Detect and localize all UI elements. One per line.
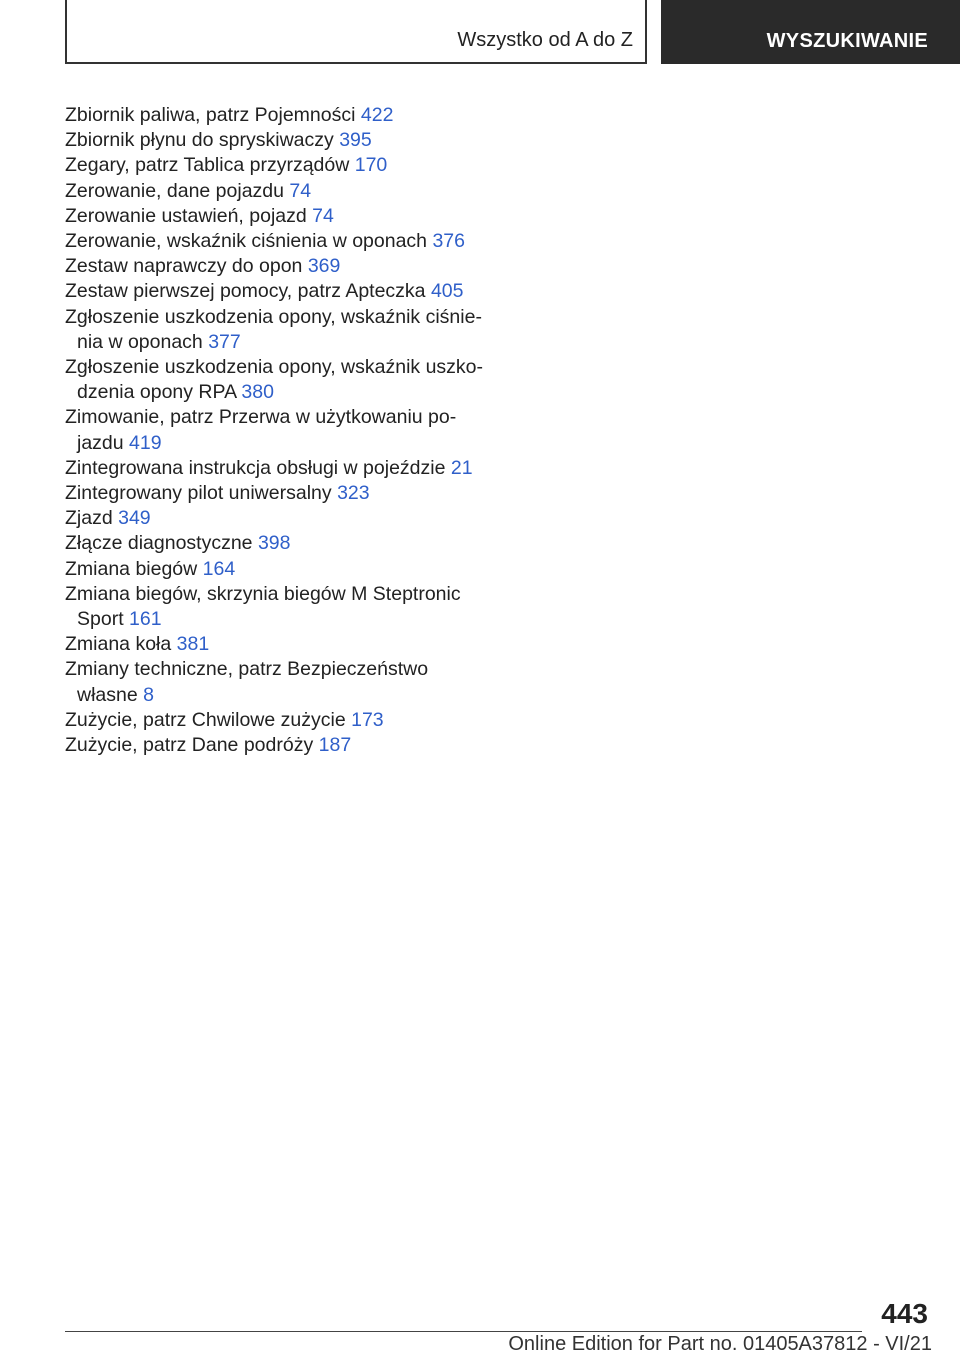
entry-text: Zużycie, patrz Chwilowe zużycie bbox=[65, 708, 346, 731]
page-link[interactable]: 164 bbox=[202, 557, 236, 580]
index-entry bbox=[65, 405, 485, 455]
page-link[interactable]: 377 bbox=[208, 330, 241, 353]
index-entry bbox=[65, 153, 485, 178]
entry-text: Zestaw pierwszej pomocy, patrz Apteczka bbox=[65, 280, 426, 303]
page-link[interactable]: 21 bbox=[450, 456, 473, 479]
entry-text: Zjazd bbox=[65, 507, 113, 530]
entry-text: Zmiana koła bbox=[65, 633, 172, 656]
index-list bbox=[65, 103, 485, 758]
page-link[interactable]: 161 bbox=[129, 608, 162, 631]
page-link[interactable]: 173 bbox=[351, 708, 384, 731]
index-entry bbox=[65, 506, 485, 531]
entry-text: Zbiornik płynu do spryskiwaczy bbox=[65, 129, 334, 152]
index-entry bbox=[65, 481, 485, 506]
header-chapter-title: WYSZUKIWANIE bbox=[766, 30, 928, 52]
page-link[interactable]: 369 bbox=[307, 255, 341, 278]
entry-text: Zmiana biegów bbox=[65, 557, 198, 580]
page-link[interactable]: 74 bbox=[289, 179, 312, 202]
page-link[interactable]: 419 bbox=[129, 431, 162, 454]
entry-text: Zintegrowana instrukcja obsługi w pojeździe bbox=[65, 456, 446, 479]
index-entry bbox=[65, 128, 485, 153]
page-number: 443 bbox=[881, 1298, 928, 1329]
index-entry bbox=[65, 632, 485, 657]
index-entry bbox=[65, 179, 485, 204]
entry-text: Zerowanie, dane pojazdu bbox=[65, 179, 284, 202]
page-link[interactable]: 395 bbox=[339, 129, 372, 152]
header-section-title: Wszystko od A do Z bbox=[457, 29, 633, 51]
entry-text: Zimowanie, patrz Przerwa w użytkowaniu pojazdu bbox=[65, 406, 457, 454]
page-link[interactable]: 381 bbox=[176, 633, 210, 656]
header-chapter-tab bbox=[661, 0, 960, 64]
footer-edition: Online Edition for Part no. 01405A37812 - VI/21 bbox=[508, 1333, 932, 1355]
index-entry bbox=[65, 254, 485, 279]
page-link[interactable]: 323 bbox=[337, 482, 370, 505]
entry-text: Zintegrowany pilot uniwersalny bbox=[65, 482, 332, 505]
page-link[interactable]: 8 bbox=[143, 683, 154, 706]
index-entry bbox=[65, 733, 485, 758]
entry-text: Zmiana biegów, skrzynia biegów M Steptronic Sport bbox=[65, 582, 461, 631]
index-entry bbox=[65, 456, 485, 481]
entry-text: Zerowanie ustawień, pojazd bbox=[65, 204, 307, 227]
entry-text: Zużycie, patrz Dane podróży bbox=[65, 734, 314, 757]
index-entry bbox=[65, 103, 485, 128]
page-link[interactable]: 422 bbox=[360, 104, 394, 126]
index-entry bbox=[65, 582, 485, 632]
index-entry bbox=[65, 279, 485, 304]
footer-divider bbox=[65, 1331, 862, 1332]
page-link[interactable]: 170 bbox=[354, 154, 388, 177]
page-link[interactable]: 405 bbox=[430, 280, 464, 303]
index-entry bbox=[65, 355, 485, 405]
entry-text: Zmiany techniczne, patrz Bezpieczeństwo własne bbox=[65, 658, 429, 706]
page-link[interactable]: 380 bbox=[241, 381, 274, 404]
index-entry bbox=[65, 204, 485, 229]
index-entry bbox=[65, 229, 485, 254]
entry-text: Zerowanie, wskaźnik ciśnienia w oponach bbox=[65, 230, 428, 253]
index-entry bbox=[65, 657, 485, 707]
index-entry bbox=[65, 531, 485, 556]
page-link[interactable]: 376 bbox=[432, 230, 465, 253]
entry-text: Zgłoszenie uszkodzenia opony, wskaźnik ciśnienia w oponach bbox=[65, 305, 482, 353]
index-entry bbox=[65, 557, 485, 582]
entry-text: Zegary, patrz Tablica przyrządów bbox=[65, 154, 350, 177]
index-entry bbox=[65, 305, 485, 355]
header-section-box bbox=[65, 0, 647, 64]
index-entry bbox=[65, 708, 485, 733]
entry-text: Zgłoszenie uszkodzenia opony, wskaźnik uszkodzenia opony RPA bbox=[65, 356, 484, 404]
page-link[interactable]: 398 bbox=[257, 532, 291, 555]
entry-text: Złącze diagnostyczne bbox=[65, 532, 253, 555]
page-link[interactable]: 74 bbox=[312, 204, 334, 227]
page-link[interactable]: 187 bbox=[318, 734, 352, 757]
entry-text: Zbiornik paliwa, patrz Pojemności bbox=[65, 104, 356, 126]
page-link[interactable]: 349 bbox=[118, 507, 151, 530]
entry-text: Zestaw naprawczy do opon bbox=[65, 255, 303, 278]
